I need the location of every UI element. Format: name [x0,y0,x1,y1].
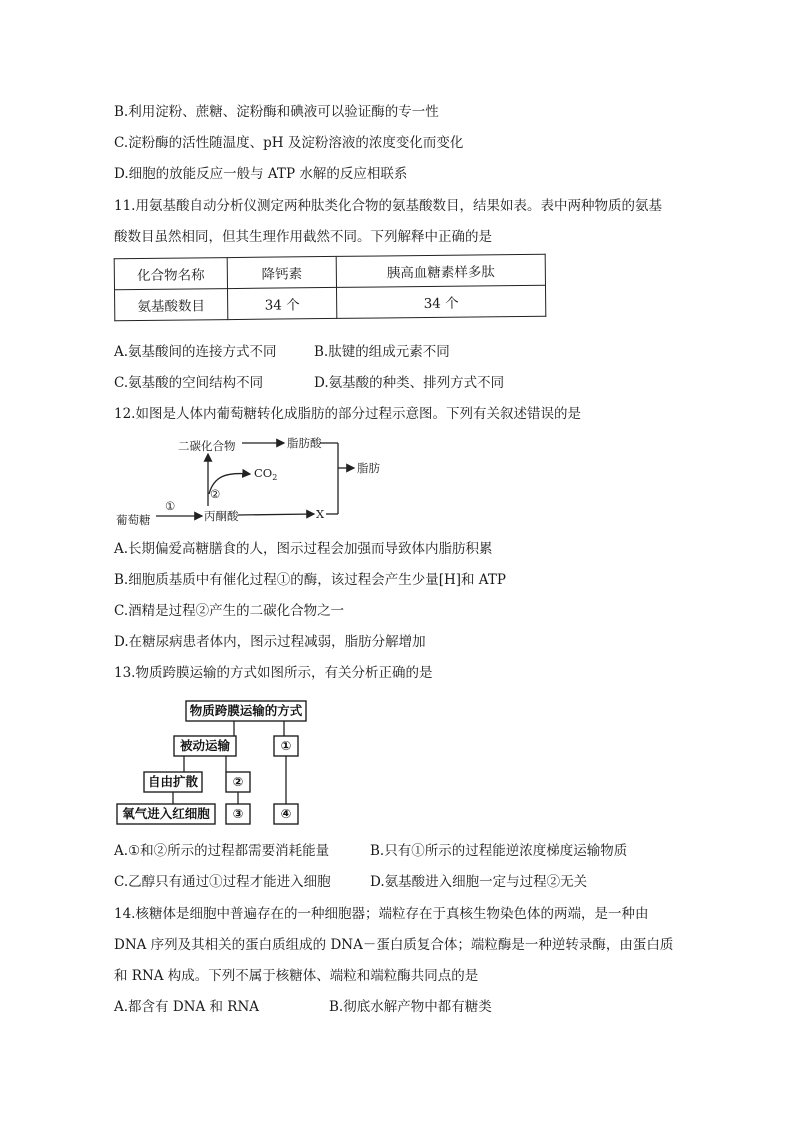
q13-option-d: D.氨基酸进入细胞一定与过程②无关 [370,874,588,890]
table-row [115,285,546,321]
table-cell: 34 个 [228,287,337,319]
q14-stem-line1: 14.核糖体是细胞中普遍存在的一种细胞器；端粒存在于真核生物染色体的两端，是一种由 [114,906,649,922]
fattyacid-label: 脂肪酸 [287,436,322,450]
q12-option-a: A.长期偏爱高糖膳食的人，图示过程会加强而导致体内脂肪积累 [114,541,493,557]
circle3-label: ③ [232,806,244,821]
free-diffusion-label: 自由扩散 [147,774,199,789]
q12-option-d: D.在糖尿病患者体内，图示过程减弱，脂肪分解增加 [114,634,426,650]
q11-option-b: B.肽键的组成元素不同 [314,344,450,360]
root-label: 物质跨膜运输的方式 [189,703,303,718]
q11-option-c: C.氨基酸的空间结构不同 [114,375,264,391]
q12-option-b: B.细胞质基质中有催化过程①的酶，该过程会产生少量[H]和 ATP [114,572,506,588]
q11-stem-line1: 11.用氨基酸自动分析仪测定两种肽类化合物的氨基酸数目，结果如表。表中两种物质的氨基 [114,198,662,214]
table-cell: 氨基酸数目 [115,289,228,321]
step2-label: ② [210,487,221,501]
q10-option-d: D.细胞的放能反应一般与 ATP 水解的反应相联系 [114,166,408,182]
q13-transport-diagram [114,698,314,828]
oxygen-label: 氧气进入红细胞 [122,806,210,821]
step1-label: ① [165,499,176,513]
q13-option-b: B.只有①所示的过程能逆浓度梯度运输物质 [370,843,628,859]
q12-option-c: C.酒精是过程②产生的二碳化合物之一 [114,603,345,619]
q11-table [114,254,547,322]
q14-option-b: B.彻底水解产物中都有糖类 [329,999,492,1015]
circle2-label: ② [232,774,244,789]
fat-label: 脂肪 [357,461,380,475]
circle1-label: ① [280,738,292,753]
x-label: X [316,507,325,521]
q14-stem-line3: 和 RNA 构成。下列不属于核糖体、端粒和端粒酶共同点的是 [114,968,479,984]
q13-option-a: A.①和②所示的过程都需要消耗能量 [114,843,330,859]
q13-option-c: C.乙醇只有通过①过程才能进入细胞 [114,874,331,890]
co2-label: $CO_2$ [254,466,278,482]
table-header-cell: 胰高血糖素样多肽 [336,254,545,287]
passive-label: 被动运输 [179,738,231,753]
q11-option-d: D.氨基酸的种类、排列方式不同 [314,375,505,391]
q12-pathway-diagram [114,428,414,530]
table-cell: 34 个 [336,285,545,318]
q13-stem: 13.物质跨膜运输的方式如图所示，有关分析正确的是 [114,665,433,681]
q10-option-c: C.淀粉酶的活性随温度、pH 及淀粉溶液的浓度变化而变化 [114,135,464,151]
arrow-pyruvate-x [238,514,314,515]
q11-option-a: A.氨基酸间的连接方式不同 [114,344,277,360]
twocarbon-label: 二碳化合物 [178,439,236,453]
q14-stem-line2: DNA 序列及其相关的蛋白质组成的 DNA－蛋白质复合体；端粒酶是一种逆转录酶，由蛋白质 [114,937,674,953]
table-header-row [114,254,545,290]
table-header-cell: 化合物名称 [114,258,227,290]
q14-option-a: A.都含有 DNA 和 RNA [114,999,260,1015]
table-header-cell: 降钙素 [227,256,336,288]
q12-stem: 12.如图是人体内葡萄糖转化成脂肪的部分过程示意图。下列有关叙述错误的是 [114,406,581,422]
circle4-label: ④ [280,806,292,821]
glucose-label: 葡萄糖 [116,513,151,527]
pyruvate-label: 丙酮酸 [204,509,239,523]
q11-stem-line2: 酸数目虽然相同，但其生理作用截然不同。下列解释中正确的是 [114,229,492,245]
q10-option-b: B.利用淀粉、蔗糖、淀粉酶和碘液可以验证酶的专一性 [114,104,439,120]
